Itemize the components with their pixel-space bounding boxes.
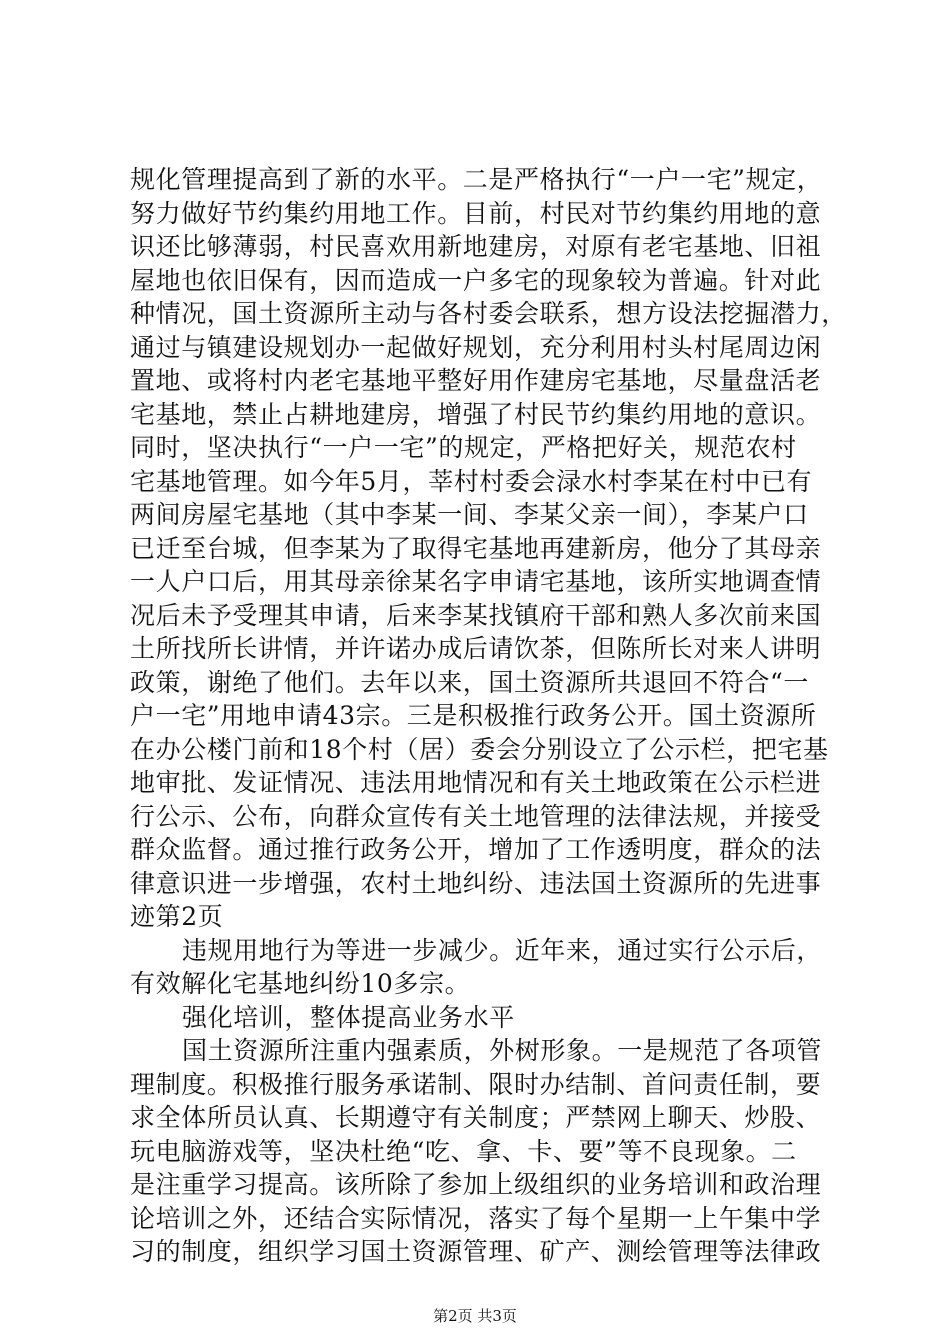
text-line: 努力做好节约集约用地工作。目前，村民对节约集约用地的意 bbox=[130, 198, 822, 228]
text-line: 户一宅”用地申请43宗。三是积极推行政务公开。国土资源所 bbox=[130, 701, 817, 730]
page-footer: 第2页 共3页 bbox=[433, 1307, 517, 1325]
text-line: 违规用地行为等进一步减少。近年来，通过实行公示后， bbox=[182, 935, 823, 965]
text-line: 通过与镇建设规划办一起做好规划，充分利用村头村尾周边闲 bbox=[130, 332, 822, 362]
text-line: 政策，谢绝了他们。去年以来，国土资源所共退回不符合“一 bbox=[130, 667, 809, 697]
text-line: 玩电脑游戏等，坚决杜绝“吃、拿、卡、要”等不良现象。二 bbox=[130, 1136, 797, 1166]
text-line: 律意识进一步增强，农村土地纠纷、违法国土资源所的先进事 bbox=[130, 868, 822, 898]
text-line: 置地、或将村内老宅基地平整好用作建房宅基地，尽量盘活老 bbox=[130, 366, 822, 395]
text-line: 识还比够薄弱，村民喜欢用新地建房，对原有老宅基地、旧祖 bbox=[130, 232, 822, 261]
text-line: 地审批、发证情况、违法用地情况和有关土地政策在公示栏进 bbox=[130, 768, 822, 797]
text-line: 有效解化宅基地纠纷10多宗。 bbox=[130, 969, 471, 998]
text-line: 行公示、公布，向群众宣传有关土地管理的法律法规，并接受 bbox=[130, 801, 822, 831]
paragraph-3 bbox=[130, 1034, 840, 1269]
text-line: 况后未予受理其申请，后来李某找镇府干部和熟人多次前来国 bbox=[130, 600, 822, 630]
text-line: 宅基地，禁止占耕地建房，增强了村民节约集约用地的意识。 bbox=[130, 399, 822, 429]
document-body bbox=[130, 163, 847, 1269]
text-line: 国土资源所注重内强素质，外树形象。一是规范了各项管 bbox=[182, 1036, 823, 1065]
text-line: 一人户口后，用其母亲徐某名字申请宅基地，该所实地调查情 bbox=[130, 567, 822, 596]
section-heading: 强化培训，整体提高业务水平 bbox=[182, 1002, 515, 1032]
text-line: 迹第2页 bbox=[130, 902, 224, 931]
text-line: 在办公楼门前和18个村（居）委会分别设立了公示栏，把宅基 bbox=[130, 734, 829, 764]
text-line: 是注重学习提高。该所除了参加上级组织的业务培训和政治理 bbox=[130, 1170, 822, 1199]
text-line: 种情况，国土资源所主动与各村委会联系，想方设法挖掘潜力， bbox=[130, 299, 847, 328]
text-line: 同时，坚决执行“一户一宅”的规定，严格把好关，规范农村 bbox=[130, 433, 797, 462]
text-line: 求全体所员认真、长期遵守有关制度；严禁网上聊天、炒股、 bbox=[130, 1103, 822, 1132]
paragraph-2 bbox=[130, 934, 840, 1001]
paragraph-1 bbox=[130, 163, 847, 934]
text-line: 屋地也依旧保有，因而造成一户多宅的现象较为普遍。针对此 bbox=[130, 265, 822, 295]
text-line: 群众监督。通过推行政务公开，增加了工作透明度，群众的法 bbox=[130, 835, 822, 864]
text-line: 宅基地管理。如今年5月，莘村村委会渌水村李某在村中已有 bbox=[130, 466, 813, 496]
text-line: 已迁至台城，但李某为了取得宅基地再建新房，他分了其母亲 bbox=[130, 533, 822, 563]
text-line: 规化管理提高到了新的水平。二是严格执行“一户一宅”规定， bbox=[130, 165, 823, 194]
text-line: 理制度。积极推行服务承诺制、限时办结制、首问责任制，要 bbox=[130, 1069, 822, 1099]
text-line: 土所找所长讲情，并许诺办成后请饮茶，但陈所长对来人讲明 bbox=[130, 634, 822, 663]
text-line: 习的制度，组织学习国土资源管理、矿产、测绘管理等法律政 bbox=[130, 1237, 822, 1266]
text-line: 两间房屋宅基地（其中李某一间、李某父亲一间），李某户口 bbox=[130, 500, 809, 529]
text-line: 论培训之外，还结合实际情况，落实了每个星期一上午集中学 bbox=[130, 1203, 822, 1233]
